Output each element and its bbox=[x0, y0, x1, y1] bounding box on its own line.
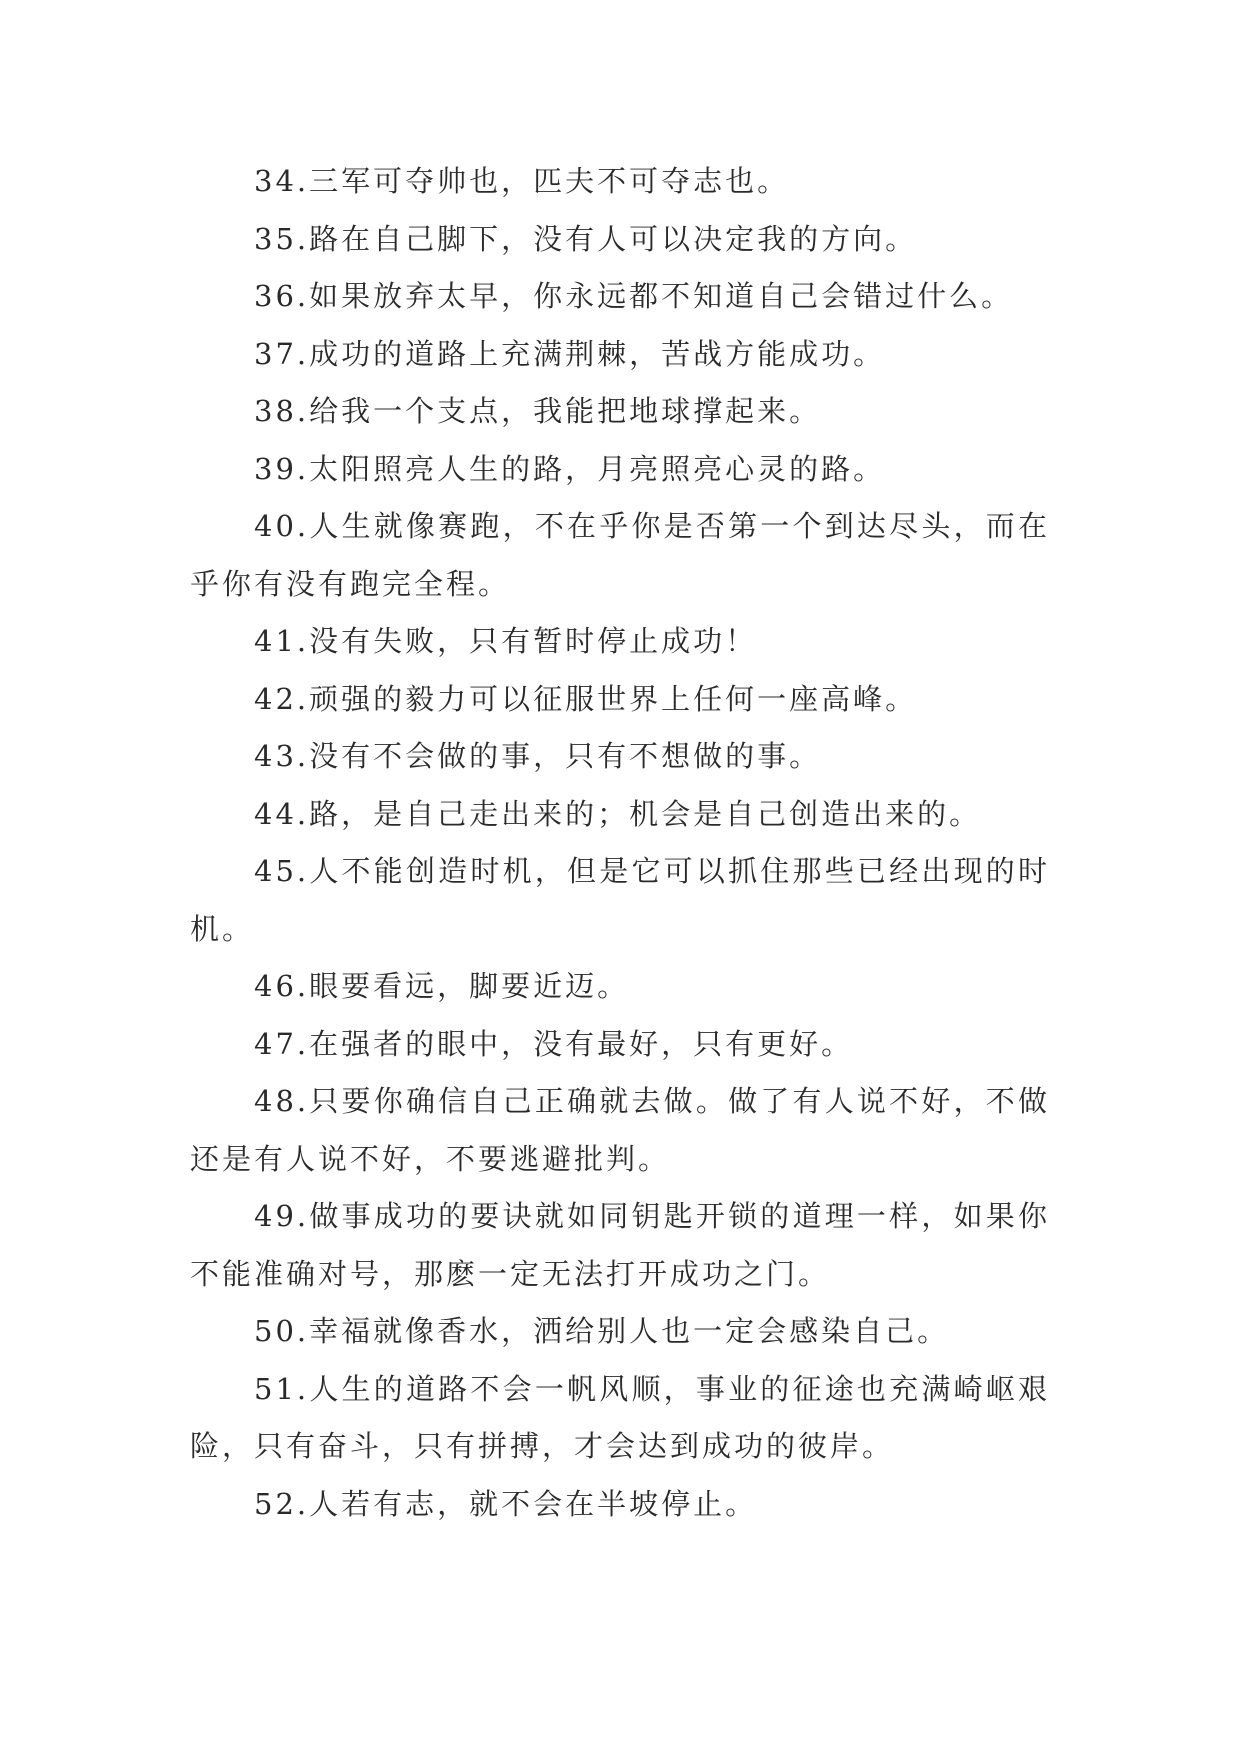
list-item: 36.如果放弃太早，你永远都不知道自己会错过什么。 bbox=[254, 279, 1014, 313]
list-item: 37.成功的道路上充满荆棘，苦战方能成功。 bbox=[254, 336, 886, 371]
list-item: 52.人若有志，就不会在半坡停止。 bbox=[254, 1486, 758, 1521]
list-item: 38.给我一个支点，我能把地球撑起来。 bbox=[254, 394, 822, 428]
list-item: 49.做事成功的要诀就如同钥匙开锁的道理一样，如果你不能准确对号，那麽一定无法打开成功之门。 bbox=[190, 1199, 1050, 1291]
list-item: 44.路，是自己走出来的；机会是自己创造出来的。 bbox=[254, 796, 982, 831]
list-item: 34.三军可夺帅也，匹夫不可夺志也。 bbox=[254, 164, 790, 198]
list-item: 48.只要你确信自己正确就去做。做了有人说不好，不做还是有人说不好，不要逃避批判。 bbox=[190, 1084, 1050, 1176]
list-item: 51.人生的道路不会一帆风顺，事业的征途也充满崎岖艰险，只有奋斗，只有拼搏，才会达到成功的彼岸。 bbox=[190, 1371, 1050, 1463]
list-item: 43.没有不会做的事，只有不想做的事。 bbox=[254, 739, 822, 773]
list-item: 41.没有失败，只有暂时停止成功！ bbox=[254, 624, 758, 658]
quote-list bbox=[190, 153, 1050, 1533]
list-item: 50.幸福就像香水，洒给别人也一定会感染自己。 bbox=[254, 1314, 950, 1348]
list-item: 47.在强者的眼中，没有最好，只有更好。 bbox=[254, 1026, 854, 1061]
list-item: 42.顽强的毅力可以征服世界上任何一座高峰。 bbox=[254, 681, 918, 716]
list-item: 40.人生就像赛跑，不在乎你是否第一个到达尽头，而在乎你有没有跑完全程。 bbox=[190, 509, 1050, 601]
list-item: 35.路在自己脚下，没有人可以决定我的方向。 bbox=[254, 221, 918, 256]
list-item: 46.眼要看远，脚要近迈。 bbox=[254, 969, 630, 1003]
list-item: 45.人不能创造时机，但是它可以抓住那些已经出现的时机。 bbox=[190, 854, 1050, 946]
list-item: 39.太阳照亮人生的路，月亮照亮心灵的路。 bbox=[254, 451, 886, 486]
